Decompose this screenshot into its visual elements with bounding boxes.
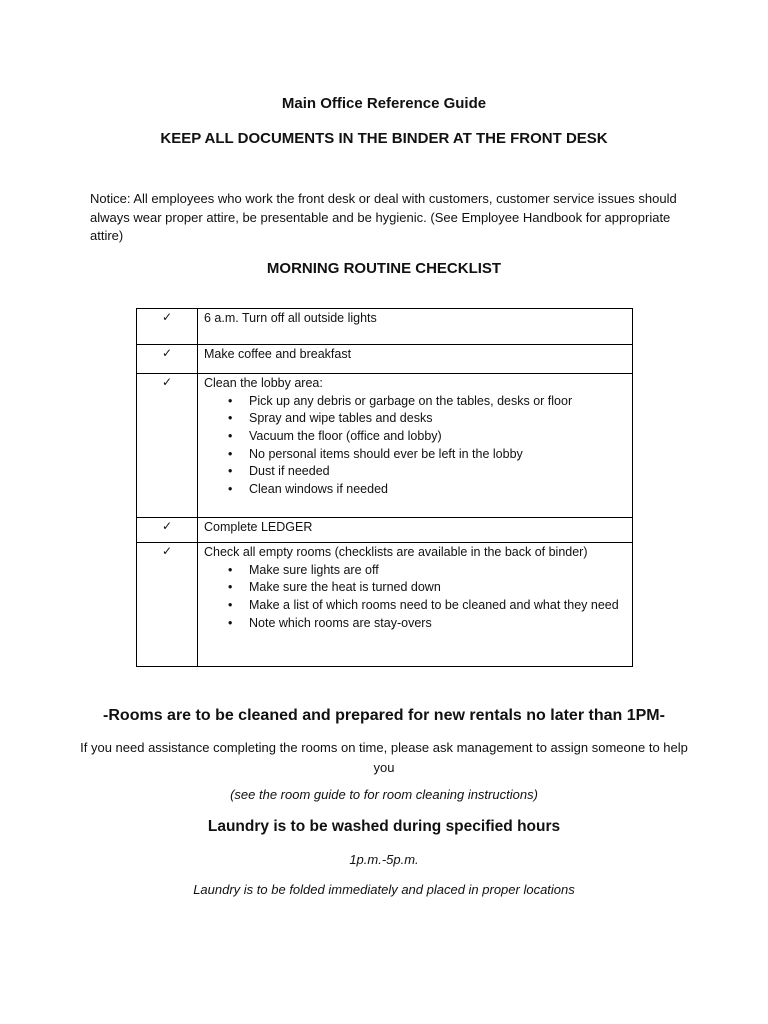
subtask-item: • Make sure lights are off	[249, 562, 626, 580]
task-label: Complete LEDGER	[204, 520, 313, 534]
check-mark-icon: ✓	[137, 543, 198, 667]
checklist-row	[137, 374, 633, 518]
task-label: Check all empty rooms (checklists are available in the back of binder)	[204, 545, 588, 559]
subtask-item: • Clean windows if needed	[249, 481, 626, 499]
checklist-row	[137, 543, 633, 667]
check-mark-icon: ✓	[137, 374, 198, 518]
subtask-item: • Dust if needed	[249, 463, 626, 481]
room-guide-note: (see the room guide to for room cleaning instructions)	[230, 787, 538, 802]
subtask-list	[204, 562, 626, 633]
check-mark-icon: ✓	[137, 518, 198, 543]
checklist-table	[136, 308, 633, 667]
laundry-heading: Laundry is to be washed during specified hours	[207, 818, 561, 835]
subtask-item: • Make a list of which rooms need to be cleaned and what they need	[249, 597, 626, 615]
laundry-hours: 1p.m.-5p.m.	[349, 852, 419, 867]
page-title: Main Office Reference Guide	[281, 95, 487, 112]
laundry-fold-note: Laundry is to be folded immediately and placed in proper locations	[193, 882, 575, 897]
checklist-title: MORNING ROUTINE CHECKLIST	[266, 260, 502, 277]
task-label: Make coffee and breakfast	[204, 347, 352, 361]
checklist-row	[137, 518, 633, 543]
page-subtitle: KEEP ALL DOCUMENTS IN THE BINDER AT THE FRONT DESK	[160, 130, 608, 147]
subtask-item: • No personal items should ever be left in the lobby	[249, 446, 626, 464]
subtask-item: • Note which rooms are stay-overs	[249, 615, 626, 633]
checklist-row	[137, 345, 633, 374]
checklist-row	[137, 309, 633, 345]
rooms-deadline-note: -Rooms are to be cleaned and prepared for new rentals no later than 1PM-	[103, 707, 665, 724]
assistance-note: If you need assistance completing the rooms on time, please ask management to assign someone to help you	[80, 740, 688, 775]
subtask-item: • Vacuum the floor (office and lobby)	[249, 428, 626, 446]
subtask-item: • Pick up any debris or garbage on the tables, desks or floor	[249, 393, 626, 411]
task-label: 6 a.m. Turn off all outside lights	[204, 311, 377, 325]
notice-paragraph: Notice: All employees who work the front desk or deal with customers, customer service issues should always wear proper attire, be presentable and be hygienic. (See Employee Handbook for appropriate attire)	[90, 191, 677, 243]
subtask-item: • Spray and wipe tables and desks	[249, 410, 626, 428]
subtask-item: • Make sure the heat is turned down	[249, 579, 626, 597]
subtask-list	[204, 393, 626, 499]
task-label: Clean the lobby area:	[204, 376, 323, 390]
check-mark-icon: ✓	[137, 345, 198, 374]
check-mark-icon: ✓	[137, 309, 198, 345]
